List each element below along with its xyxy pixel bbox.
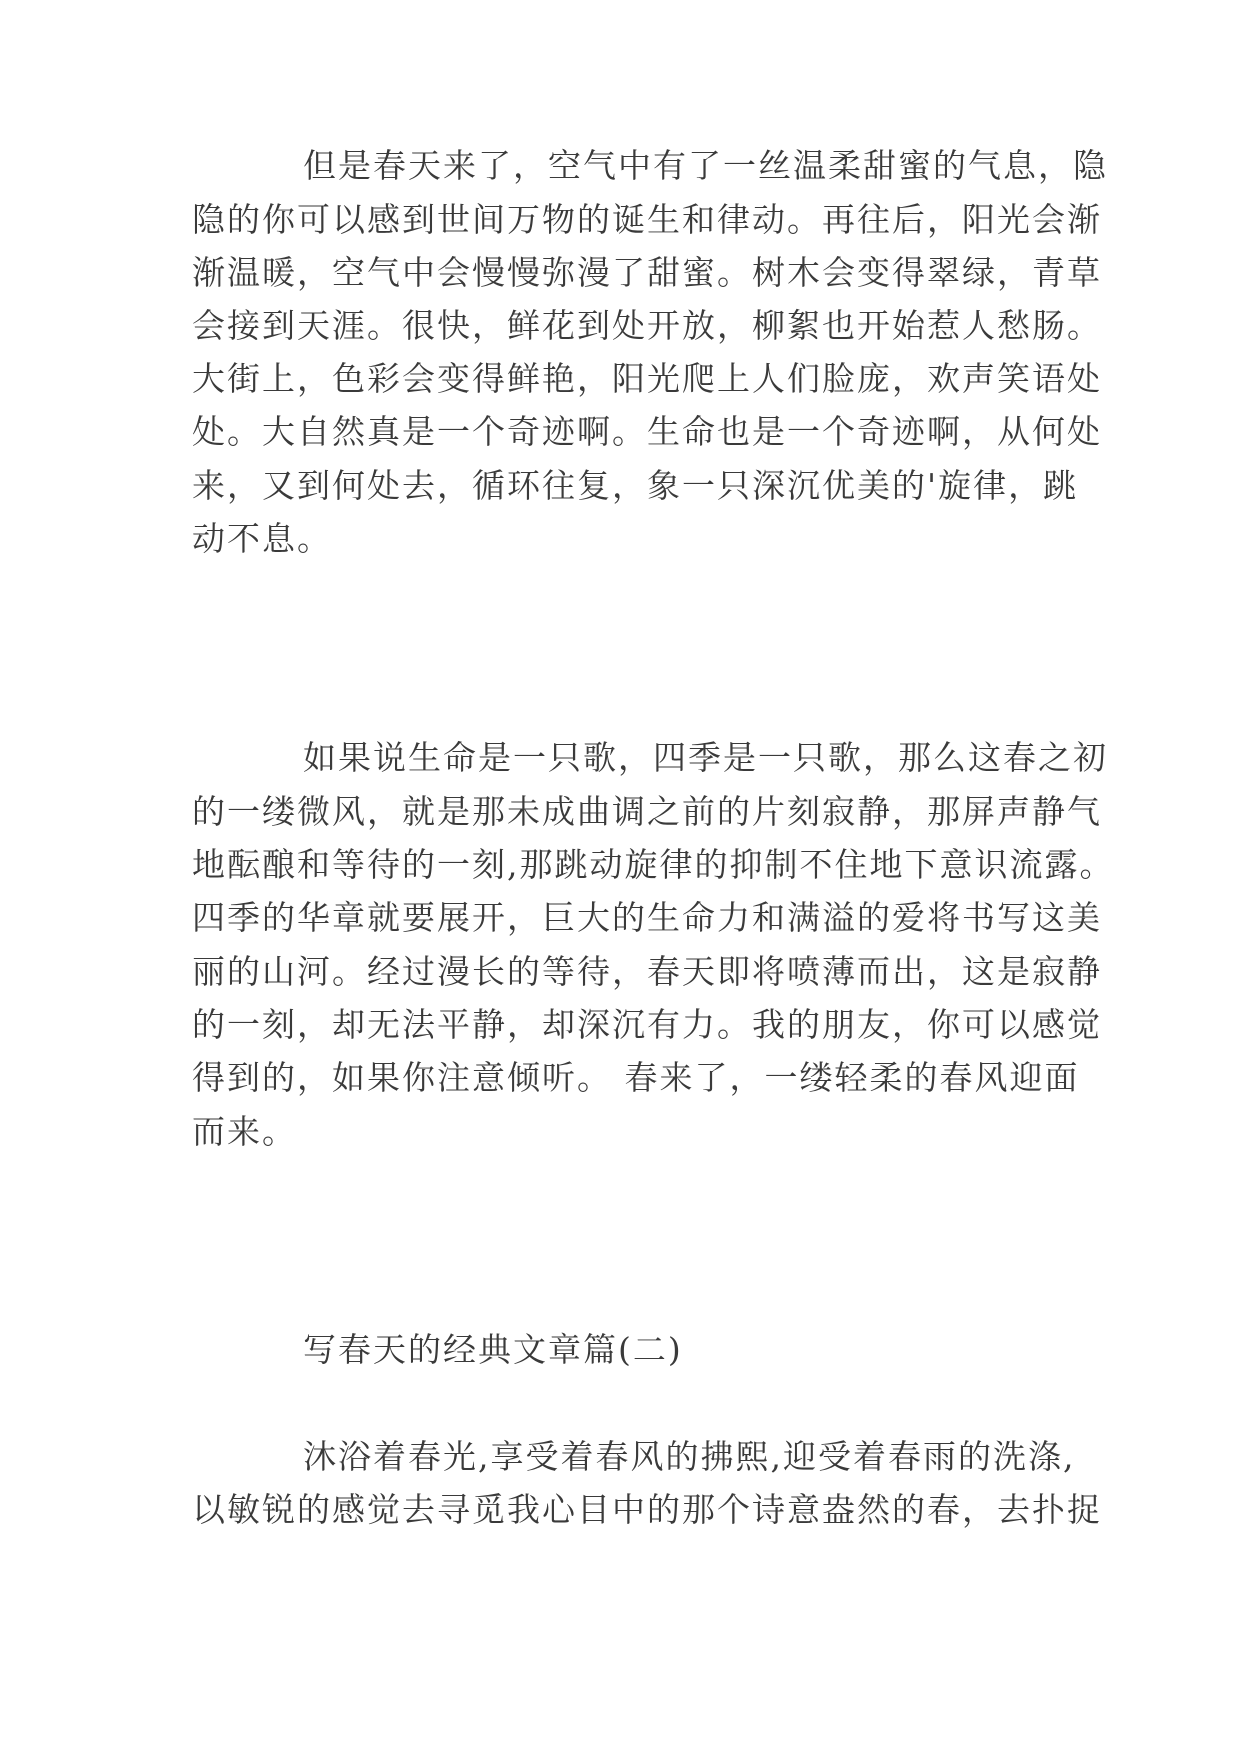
- paragraph-line: 大街上，色彩会变得鲜艳，阳光爬上人们脸庞，欢声笑语处: [192, 359, 1102, 398]
- paragraph-line: 而来。: [192, 1112, 297, 1151]
- paragraph-line: 处。大自然真是一个奇迹啊。生命也是一个奇迹啊，从何处: [192, 412, 1102, 451]
- paragraph-line: 隐的你可以感到世间万物的诞生和律动。再往后，阳光会渐: [192, 200, 1102, 239]
- paragraph-line: 的一刻，却无法平静，却深沉有力。我的朋友，你可以感觉: [192, 1005, 1102, 1044]
- paragraph-line: 动不息。: [192, 519, 332, 558]
- paragraph-line: 地酝酿和等待的一刻,那跳动旋律的抑制不住地下意识流露。: [192, 845, 1115, 884]
- paragraph-line: 得到的，如果你注意倾听。 春来了，一缕轻柔的春风迎面: [192, 1058, 1080, 1097]
- section-heading: 写春天的经典文章篇(二): [303, 1330, 683, 1369]
- paragraph-line: 如果说生命是一只歌，四季是一只歌，那么这春之初: [303, 738, 1108, 777]
- paragraph-line: 来，又到何处去，循环往复，象一只深沉优美的'旋律，跳: [192, 466, 1079, 505]
- paragraph-line: 丽的山河。经过漫长的等待，春天即将喷薄而出，这是寂静: [192, 952, 1102, 991]
- paragraph-line: 渐温暖，空气中会慢慢弥漫了甜蜜。树木会变得翠绿，青草: [192, 253, 1102, 292]
- paragraph-line: 会接到天涯。很快，鲜花到处开放，柳絮也开始惹人愁肠。: [192, 306, 1102, 345]
- paragraph-line: 但是春天来了，空气中有了一丝温柔甜蜜的气息，隐: [303, 146, 1108, 185]
- paragraph-line: 沐浴着春光,享受着春风的拂熙,迎受着春雨的洗涤,: [303, 1437, 1076, 1476]
- paragraph-line: 的一缕微风，就是那未成曲调之前的片刻寂静，那屏声静气: [192, 792, 1102, 831]
- paragraph-line: 四季的华章就要展开，巨大的生命力和满溢的爱将书写这美: [192, 898, 1102, 937]
- paragraph-line: 以敏锐的感觉去寻觅我心目中的那个诗意盎然的春，去扑捉: [192, 1490, 1102, 1529]
